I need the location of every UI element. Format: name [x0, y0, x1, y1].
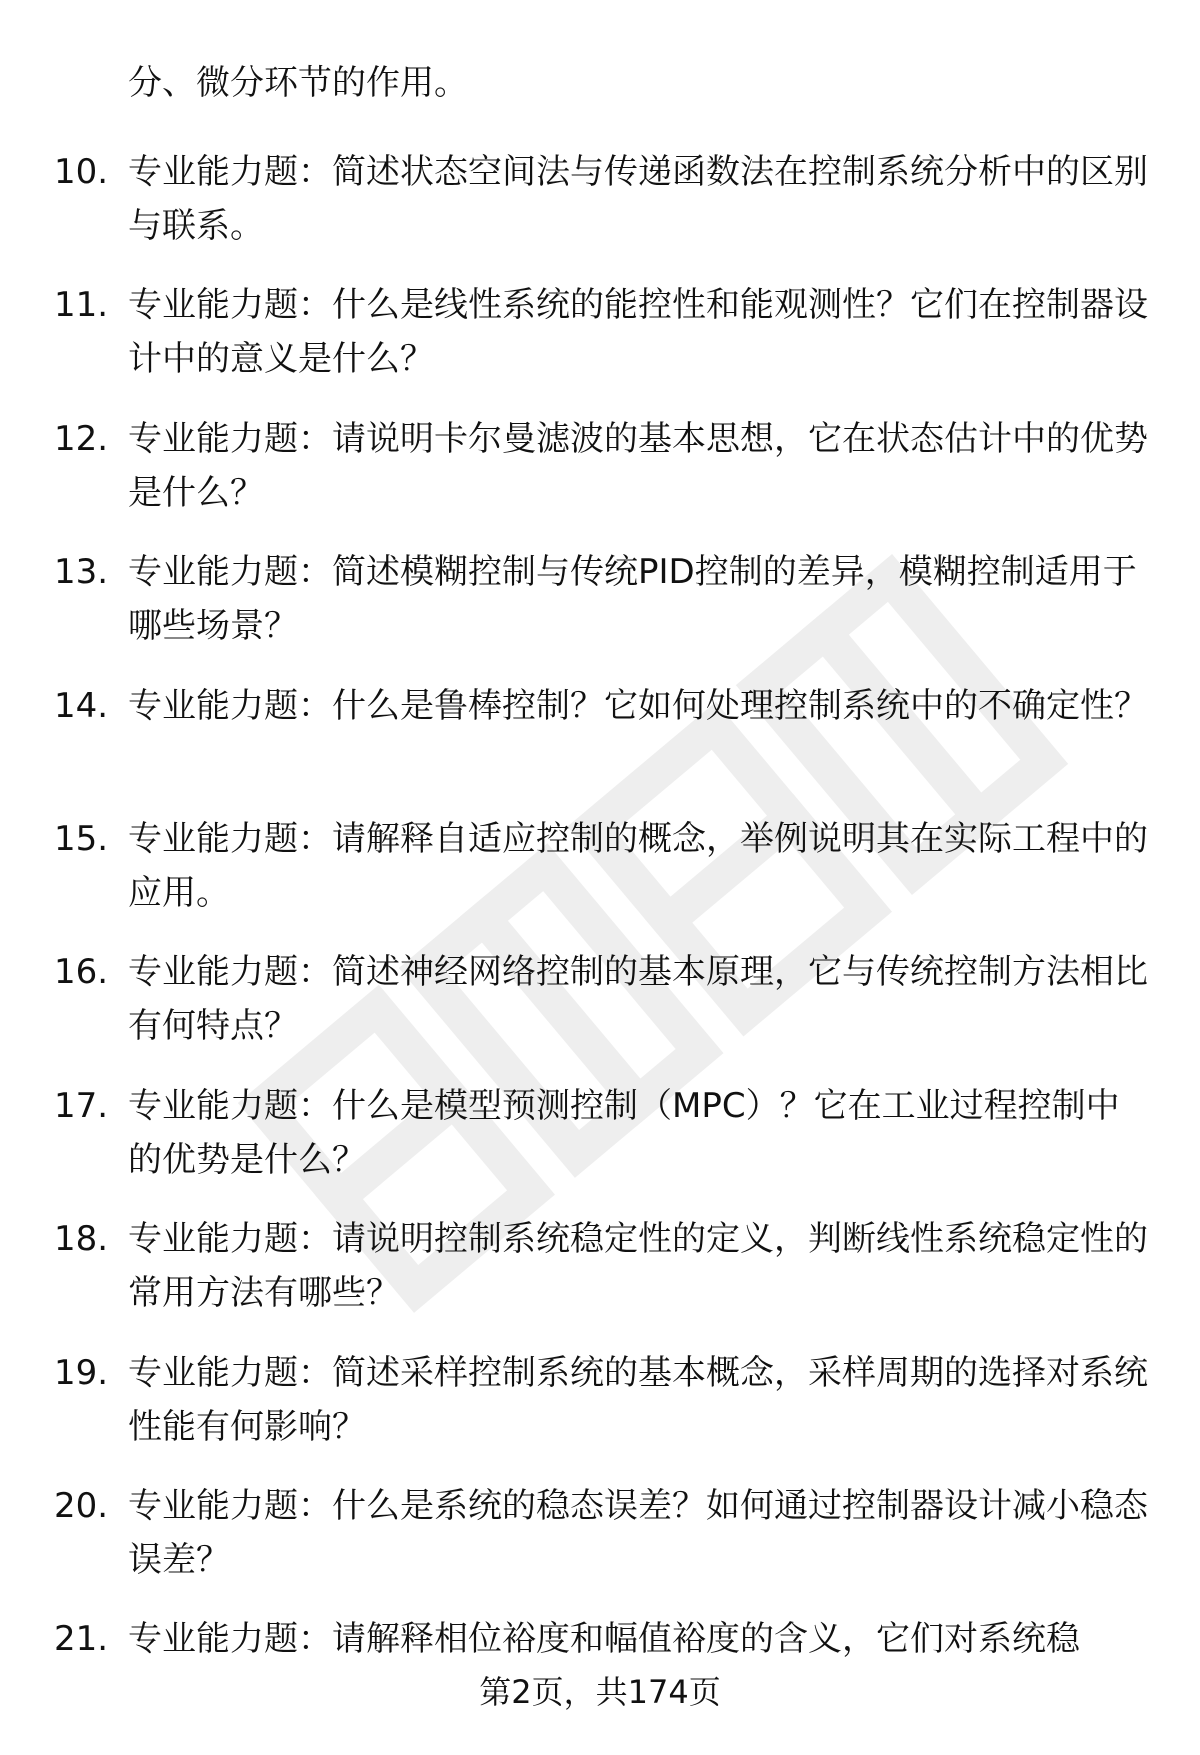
- item-text: 专业能力题：请解释相位裕度和幅值裕度的含义，它们对系统稳: [128, 1619, 1080, 1660]
- item-number: 17.: [54, 1085, 109, 1126]
- item-number: 16.: [54, 952, 109, 993]
- item-number: 11.: [54, 285, 109, 326]
- list-item: [0, 812, 1200, 945]
- list-item: [0, 278, 1200, 411]
- item-text: 专业能力题：简述模糊控制与传统PID控制的差异，模糊控制适用于哪些场景？: [128, 552, 1137, 647]
- list-item: [0, 412, 1200, 545]
- list-item: [0, 1212, 1200, 1345]
- item-number: 12.: [54, 418, 109, 459]
- item-text: 专业能力题：什么是线性系统的能控性和能观测性？它们在控制器设计中的意义是什么？: [128, 285, 1148, 380]
- list-item: [0, 1346, 1200, 1479]
- item-number: 14.: [54, 685, 109, 726]
- item-number: 18.: [54, 1219, 109, 1260]
- item-number: 20.: [54, 1485, 109, 1526]
- list-item: [0, 679, 1200, 812]
- list-item: [0, 945, 1200, 1078]
- item-text: 专业能力题：什么是模型预测控制（MPC）？它在工业过程控制中的优势是什么？: [128, 1085, 1120, 1180]
- list-item: [0, 1479, 1200, 1612]
- question-list: [0, 145, 1200, 1746]
- item-number: 19.: [54, 1352, 109, 1393]
- page-footer: 第2页，共174页: [479, 1673, 721, 1711]
- list-item: [0, 1079, 1200, 1212]
- list-item: [0, 545, 1200, 678]
- item-text: 专业能力题：请解释自适应控制的概念，举例说明其在实际工程中的应用。: [128, 818, 1148, 913]
- item-number: 13.: [54, 552, 109, 593]
- item-text: 专业能力题：简述神经网络控制的基本原理，它与传统控制方法相比有何特点？: [128, 952, 1148, 1047]
- item-text: 专业能力题：简述采样控制系统的基本概念，采样周期的选择对系统性能有何影响？: [128, 1352, 1148, 1447]
- item-text: 专业能力题：请说明控制系统稳定性的定义，判断线性系统稳定性的常用方法有哪些？: [128, 1219, 1148, 1314]
- item-number: 21.: [54, 1619, 109, 1660]
- list-item: [0, 145, 1200, 278]
- continuation-text: 分、微分环节的作用。: [128, 63, 468, 103]
- item-text: 专业能力题：什么是鲁棒控制？它如何处理控制系统中的不确定性？: [128, 685, 1148, 726]
- item-number: 10.: [54, 152, 109, 192]
- item-text: 专业能力题：请说明卡尔曼滤波的基本思想，它在状态估计中的优势是什么？: [128, 418, 1148, 513]
- item-number: 15.: [54, 818, 109, 859]
- item-text: 专业能力题：什么是系统的稳态误差？如何通过控制器设计减小稳态误差？: [128, 1485, 1148, 1580]
- item-text: 专业能力题：简述状态空间法与传递函数法在控制系统分析中的区别与联系。: [128, 152, 1148, 246]
